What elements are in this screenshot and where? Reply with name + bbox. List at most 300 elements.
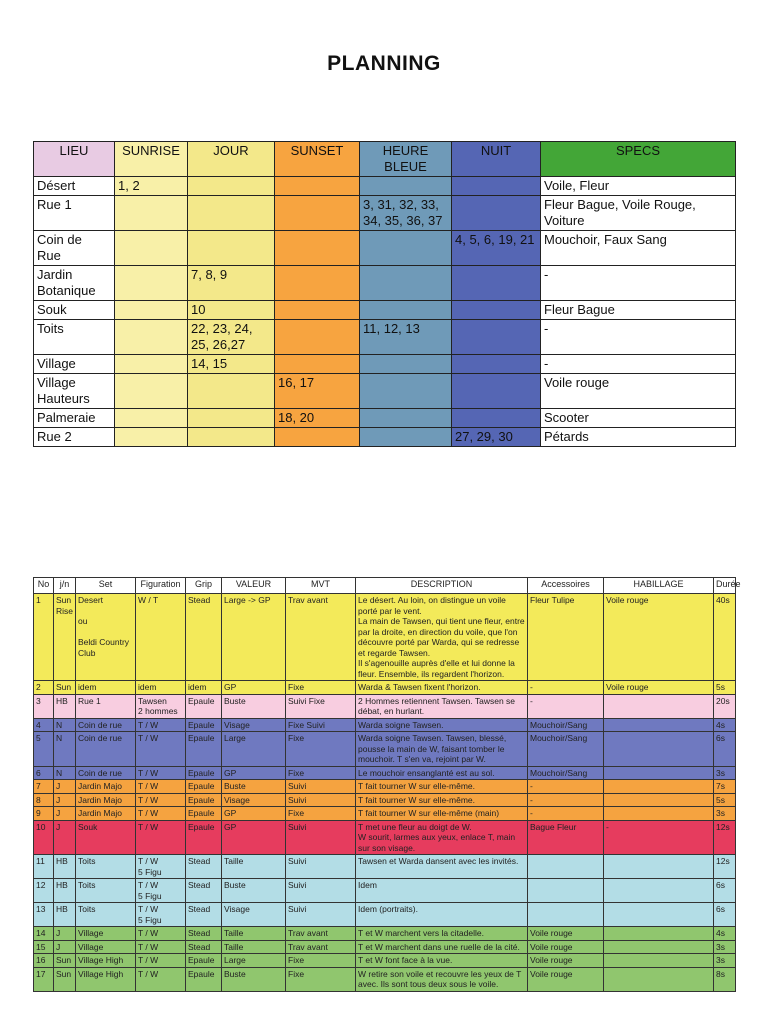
shot-cell-desc: Warda soigne Tawsen. xyxy=(356,718,528,732)
shot-cell-desc: T fait tourner W sur elle-même. xyxy=(356,780,528,794)
planning-cell-lieu: Toits xyxy=(34,320,115,355)
shot-cell-set: Coin de rue xyxy=(76,766,136,780)
shot-cell-duree: 8s xyxy=(714,967,736,991)
planning-row xyxy=(34,231,736,266)
shot-cell-mvt: Fixe xyxy=(286,766,356,780)
shot-cell-jn: J xyxy=(54,807,76,821)
planning-cell-lieu: Village xyxy=(34,355,115,374)
shot-cell-mvt: Fixe xyxy=(286,681,356,695)
planning-cell-lieu: Jardin Botanique xyxy=(34,266,115,301)
shot-cell-acc: Bague Fleur xyxy=(528,820,604,855)
planning-cell-sunset xyxy=(275,231,360,266)
shot-cell-grip: Epaule xyxy=(186,694,222,718)
shot-cell-set: Rue 1 xyxy=(76,694,136,718)
shot-cell-fig: T / W xyxy=(136,780,186,794)
shot-cell-fig: T / W 5 Figu xyxy=(136,903,186,927)
shot-cell-valeur: Visage xyxy=(222,793,286,807)
shot-cell-mvt: Suivi Fixe xyxy=(286,694,356,718)
planning-cell-specs: Voile, Fleur xyxy=(541,177,736,196)
shot-cell-grip: Epaule xyxy=(186,766,222,780)
shot-cell-set: Coin de rue xyxy=(76,718,136,732)
shot-cell-no: 9 xyxy=(34,807,54,821)
header-sunset: SUNSET xyxy=(275,142,360,177)
shot-cell-mvt: Fixe Suivi xyxy=(286,718,356,732)
shot-cell-set: Jardin Majo xyxy=(76,780,136,794)
shot-cell-desc: Le mouchoir ensanglanté est au sol. xyxy=(356,766,528,780)
planning-cell-heure xyxy=(360,301,452,320)
shot-cell-jn: HB xyxy=(54,879,76,903)
planning-cell-sunrise: 1, 2 xyxy=(115,177,188,196)
shot-cell-desc: Idem xyxy=(356,879,528,903)
planning-cell-specs: Pétards xyxy=(541,428,736,447)
shot-cell-set: Village High xyxy=(76,954,136,968)
planning-row xyxy=(34,355,736,374)
shot-cell-jn: J xyxy=(54,793,76,807)
shot-cell-acc: - xyxy=(528,793,604,807)
shot-cell-desc: T et W marchent vers la citadelle. xyxy=(356,927,528,941)
shot-cell-desc: T fait tourner W sur elle-même. xyxy=(356,793,528,807)
shot-row xyxy=(34,732,736,767)
shot-cell-acc: Mouchoir/Sang xyxy=(528,732,604,767)
planning-cell-sunrise xyxy=(115,428,188,447)
shot-cell-no: 10 xyxy=(34,820,54,855)
shot-cell-duree: 40s xyxy=(714,594,736,681)
shot-cell-hab xyxy=(604,927,714,941)
shot-cell-hab xyxy=(604,855,714,879)
shot-row xyxy=(34,793,736,807)
shot-cell-hab xyxy=(604,879,714,903)
shot-cell-mvt: Trav avant xyxy=(286,927,356,941)
shot-row xyxy=(34,879,736,903)
shot-cell-hab xyxy=(604,903,714,927)
shot-cell-desc: Le désert. Au loin, on distingue un voile porté par le vent. La main de Tawsen, qui tient une fleur, entre par la droite, en direction du voile, que l'on découvre porté par Warda, qui se redresse et regarde Tawsen. Il s'agenouille auprès d'elle et lui donne la fleur. Ensemble, ils regardent l'horizon. xyxy=(356,594,528,681)
shot-cell-jn: N xyxy=(54,766,76,780)
shot-cell-fig: T / W xyxy=(136,793,186,807)
shot-cell-mvt: Suivi xyxy=(286,780,356,794)
shot-cell-valeur: Large xyxy=(222,732,286,767)
shot-cell-valeur: Visage xyxy=(222,903,286,927)
planning-cell-lieu: Palmeraie xyxy=(34,409,115,428)
planning-cell-nuit xyxy=(452,374,541,409)
header-lieu: LIEU xyxy=(34,142,115,177)
shot-row xyxy=(34,954,736,968)
shot-cell-grip: Epaule xyxy=(186,807,222,821)
planning-cell-sunrise xyxy=(115,231,188,266)
shot-cell-acc xyxy=(528,879,604,903)
shot-cell-valeur: Taille xyxy=(222,940,286,954)
header-description: DESCRIPTION xyxy=(356,578,528,594)
planning-cell-nuit xyxy=(452,301,541,320)
shot-cell-fig: idem xyxy=(136,681,186,695)
shot-cell-duree: 12s xyxy=(714,820,736,855)
shot-cell-fig: T / W xyxy=(136,820,186,855)
shot-cell-acc: Voile rouge xyxy=(528,967,604,991)
header-sunrise: SUNRISE xyxy=(115,142,188,177)
shot-cell-set: Jardin Majo xyxy=(76,793,136,807)
shot-cell-no: 2 xyxy=(34,681,54,695)
planning-cell-heure xyxy=(360,409,452,428)
shot-cell-valeur: Visage xyxy=(222,718,286,732)
planning-cell-jour xyxy=(188,177,275,196)
shot-cell-grip: Stead xyxy=(186,940,222,954)
shot-cell-desc: T et W marchent dans une ruelle de la cité. xyxy=(356,940,528,954)
planning-cell-nuit xyxy=(452,409,541,428)
planning-cell-heure xyxy=(360,266,452,301)
shot-cell-duree: 6s xyxy=(714,732,736,767)
shot-cell-acc: - xyxy=(528,681,604,695)
planning-cell-heure xyxy=(360,231,452,266)
shot-cell-valeur: Buste xyxy=(222,694,286,718)
planning-header-row xyxy=(34,142,736,177)
shot-cell-acc: - xyxy=(528,807,604,821)
shot-cell-duree: 5s xyxy=(714,793,736,807)
planning-cell-sunset xyxy=(275,355,360,374)
shot-cell-acc: Voile rouge xyxy=(528,940,604,954)
shot-cell-valeur: GP xyxy=(222,820,286,855)
shot-row xyxy=(34,681,736,695)
shot-cell-hab: - xyxy=(604,820,714,855)
planning-cell-sunrise xyxy=(115,196,188,231)
shot-cell-grip: Epaule xyxy=(186,954,222,968)
shot-cell-valeur: GP xyxy=(222,807,286,821)
shot-cell-hab xyxy=(604,940,714,954)
shot-cell-duree: 3s xyxy=(714,940,736,954)
shot-cell-no: 14 xyxy=(34,927,54,941)
header-specs: SPECS xyxy=(541,142,736,177)
shot-cell-set: Village High xyxy=(76,967,136,991)
planning-cell-jour: 14, 15 xyxy=(188,355,275,374)
shot-cell-acc: Fleur Tulipe xyxy=(528,594,604,681)
planning-cell-specs: Mouchoir, Faux Sang xyxy=(541,231,736,266)
header-jn: j/n xyxy=(54,578,76,594)
shot-cell-no: 15 xyxy=(34,940,54,954)
planning-cell-specs: - xyxy=(541,355,736,374)
shot-cell-desc: T fait tourner W sur elle-même (main) xyxy=(356,807,528,821)
shot-cell-grip: Stead xyxy=(186,594,222,681)
shot-cell-valeur: Large xyxy=(222,954,286,968)
shot-cell-set: Toits xyxy=(76,855,136,879)
shot-cell-duree: 4s xyxy=(714,718,736,732)
shot-row xyxy=(34,694,736,718)
shot-cell-set: Toits xyxy=(76,903,136,927)
shot-cell-desc: Warda soigne Tawsen. Tawsen, blessé, pousse la main de W, faisant tomber le mouchoir. T s'en va, rejoint par W. xyxy=(356,732,528,767)
shot-cell-jn: J xyxy=(54,780,76,794)
shot-row xyxy=(34,807,736,821)
shot-cell-fig: W / T xyxy=(136,594,186,681)
shot-cell-valeur: Large -> GP xyxy=(222,594,286,681)
planning-cell-nuit xyxy=(452,196,541,231)
shot-cell-mvt: Fixe xyxy=(286,954,356,968)
shot-cell-mvt: Trav avant xyxy=(286,594,356,681)
shot-cell-desc: T met une fleur au doigt de W. W sourit, larmes aux yeux, enlace T, main sur son visage. xyxy=(356,820,528,855)
header-heure-bleue: HEURE BLEUE xyxy=(360,142,452,177)
shot-cell-jn: Sun xyxy=(54,954,76,968)
shot-cell-acc: Mouchoir/Sang xyxy=(528,766,604,780)
shot-cell-valeur: Taille xyxy=(222,927,286,941)
shot-cell-grip: Epaule xyxy=(186,967,222,991)
shot-cell-duree: 6s xyxy=(714,879,736,903)
shot-cell-desc: Warda & Tawsen fixent l'horizon. xyxy=(356,681,528,695)
shot-cell-valeur: Buste xyxy=(222,967,286,991)
shot-row xyxy=(34,780,736,794)
shot-cell-hab xyxy=(604,954,714,968)
shot-cell-desc: T et W font face à la vue. xyxy=(356,954,528,968)
shot-cell-mvt: Suivi xyxy=(286,879,356,903)
shot-cell-grip: Stead xyxy=(186,903,222,927)
shot-cell-mvt: Suivi xyxy=(286,903,356,927)
planning-cell-sunset xyxy=(275,301,360,320)
shot-cell-no: 7 xyxy=(34,780,54,794)
planning-cell-specs: Voile rouge xyxy=(541,374,736,409)
shot-cell-hab xyxy=(604,807,714,821)
shot-cell-desc: Tawsen et Warda dansent avec les invités. xyxy=(356,855,528,879)
planning-row xyxy=(34,266,736,301)
shot-cell-fig: T / W xyxy=(136,967,186,991)
shot-cell-mvt: Fixe xyxy=(286,732,356,767)
shot-cell-desc: Idem (portraits). xyxy=(356,903,528,927)
shot-cell-acc xyxy=(528,903,604,927)
shot-cell-mvt: Suivi xyxy=(286,855,356,879)
shot-cell-no: 12 xyxy=(34,879,54,903)
shot-cell-grip: Stead xyxy=(186,927,222,941)
shot-cell-grip: Stead xyxy=(186,879,222,903)
shot-cell-duree: 12s xyxy=(714,855,736,879)
page-title: PLANNING xyxy=(327,52,441,75)
shot-cell-set: Souk xyxy=(76,820,136,855)
shot-cell-acc: Mouchoir/Sang xyxy=(528,718,604,732)
planning-cell-sunset xyxy=(275,196,360,231)
planning-cell-specs: Fleur Bague xyxy=(541,301,736,320)
header-no: No xyxy=(34,578,54,594)
planning-cell-sunset xyxy=(275,320,360,355)
shot-cell-duree: 4s xyxy=(714,927,736,941)
shot-cell-no: 6 xyxy=(34,766,54,780)
shot-cell-duree: 5s xyxy=(714,681,736,695)
shot-cell-fig: Tawsen 2 hommes xyxy=(136,694,186,718)
header-grip: Grip xyxy=(186,578,222,594)
shot-cell-hab xyxy=(604,793,714,807)
shot-cell-no: 17 xyxy=(34,967,54,991)
planning-cell-jour xyxy=(188,231,275,266)
shot-cell-hab xyxy=(604,967,714,991)
shot-cell-set: idem xyxy=(76,681,136,695)
planning-cell-nuit: 4, 5, 6, 19, 21 xyxy=(452,231,541,266)
shot-cell-hab: Voile rouge xyxy=(604,681,714,695)
planning-row xyxy=(34,428,736,447)
shot-cell-jn: J xyxy=(54,820,76,855)
shot-cell-mvt: Fixe xyxy=(286,967,356,991)
shot-cell-fig: T / W xyxy=(136,927,186,941)
planning-cell-sunset xyxy=(275,266,360,301)
shot-row xyxy=(34,967,736,991)
shot-cell-fig: T / W xyxy=(136,954,186,968)
shot-cell-mvt: Suivi xyxy=(286,793,356,807)
shot-cell-jn: Sun xyxy=(54,967,76,991)
planning-cell-jour: 7, 8, 9 xyxy=(188,266,275,301)
planning-cell-lieu: Rue 1 xyxy=(34,196,115,231)
shot-cell-hab xyxy=(604,694,714,718)
shot-cell-valeur: Buste xyxy=(222,780,286,794)
planning-row xyxy=(34,409,736,428)
planning-cell-heure xyxy=(360,428,452,447)
shot-cell-grip: Stead xyxy=(186,855,222,879)
header-accessoires: Accessoires xyxy=(528,578,604,594)
planning-cell-sunrise xyxy=(115,409,188,428)
shot-cell-hab: Voile rouge xyxy=(604,594,714,681)
planning-cell-jour xyxy=(188,428,275,447)
shot-cell-fig: T / W xyxy=(136,718,186,732)
planning-row xyxy=(34,196,736,231)
planning-cell-specs: Fleur Bague, Voile Rouge, Voiture xyxy=(541,196,736,231)
shot-cell-set: Coin de rue xyxy=(76,732,136,767)
shot-cell-fig: T / W xyxy=(136,732,186,767)
planning-row xyxy=(34,320,736,355)
shot-cell-desc: 2 Hommes retiennent Tawsen. Tawsen se débat, en hurlant. xyxy=(356,694,528,718)
planning-cell-nuit xyxy=(452,177,541,196)
shot-cell-fig: T / W 5 Figu xyxy=(136,855,186,879)
planning-cell-jour: 10 xyxy=(188,301,275,320)
planning-cell-lieu: Rue 2 xyxy=(34,428,115,447)
shot-cell-grip: Epaule xyxy=(186,732,222,767)
shot-cell-hab xyxy=(604,732,714,767)
shot-cell-jn: J xyxy=(54,927,76,941)
planning-cell-sunrise xyxy=(115,320,188,355)
shot-cell-jn: J xyxy=(54,940,76,954)
shot-cell-duree: 20s xyxy=(714,694,736,718)
shot-row xyxy=(34,940,736,954)
shot-cell-no: 1 xyxy=(34,594,54,681)
shot-cell-no: 13 xyxy=(34,903,54,927)
header-mvt: MVT xyxy=(286,578,356,594)
shot-cell-no: 11 xyxy=(34,855,54,879)
shot-cell-duree: 7s xyxy=(714,780,736,794)
shot-cell-acc: Voile rouge xyxy=(528,954,604,968)
planning-cell-nuit xyxy=(452,266,541,301)
planning-cell-heure xyxy=(360,355,452,374)
shot-cell-mvt: Suivi xyxy=(286,820,356,855)
shot-cell-acc: Voile rouge xyxy=(528,927,604,941)
planning-cell-heure: 11, 12, 13 xyxy=(360,320,452,355)
shot-cell-jn: Sun xyxy=(54,681,76,695)
shot-row xyxy=(34,927,736,941)
planning-cell-sunset: 16, 17 xyxy=(275,374,360,409)
shot-cell-set: Village xyxy=(76,940,136,954)
shot-cell-set: Jardin Majo xyxy=(76,807,136,821)
header-figuration: Figuration xyxy=(136,578,186,594)
shot-cell-duree: 3s xyxy=(714,766,736,780)
shot-row xyxy=(34,855,736,879)
shot-cell-duree: 3s xyxy=(714,954,736,968)
shot-cell-no: 4 xyxy=(34,718,54,732)
shot-cell-hab xyxy=(604,780,714,794)
planning-cell-jour xyxy=(188,196,275,231)
shot-cell-acc: - xyxy=(528,780,604,794)
shots-header-row xyxy=(34,578,736,594)
planning-cell-nuit xyxy=(452,320,541,355)
planning-cell-lieu: Désert xyxy=(34,177,115,196)
planning-cell-specs: - xyxy=(541,266,736,301)
shot-cell-set: Toits xyxy=(76,879,136,903)
shot-cell-jn: HB xyxy=(54,694,76,718)
shot-cell-acc xyxy=(528,855,604,879)
shot-row xyxy=(34,820,736,855)
shot-cell-fig: T / W xyxy=(136,940,186,954)
shot-cell-mvt: Fixe xyxy=(286,807,356,821)
shot-cell-acc: - xyxy=(528,694,604,718)
shot-cell-hab xyxy=(604,718,714,732)
shot-cell-fig: T / W xyxy=(136,807,186,821)
planning-cell-sunrise xyxy=(115,301,188,320)
shot-cell-grip: Epaule xyxy=(186,793,222,807)
shot-cell-no: 16 xyxy=(34,954,54,968)
planning-cell-lieu: Village Hauteurs xyxy=(34,374,115,409)
planning-table xyxy=(33,141,736,447)
header-set: Set xyxy=(76,578,136,594)
planning-cell-heure: 3, 31, 32, 33, 34, 35, 36, 37 xyxy=(360,196,452,231)
planning-cell-nuit xyxy=(452,355,541,374)
shot-row xyxy=(34,594,736,681)
planning-cell-specs: Scooter xyxy=(541,409,736,428)
planning-cell-heure xyxy=(360,374,452,409)
planning-cell-jour xyxy=(188,409,275,428)
header-nuit: NUIT xyxy=(452,142,541,177)
shot-row xyxy=(34,903,736,927)
shot-cell-fig: T / W xyxy=(136,766,186,780)
shot-cell-grip: Epaule xyxy=(186,780,222,794)
shot-cell-jn: N xyxy=(54,732,76,767)
shot-cell-set: Village xyxy=(76,927,136,941)
shot-cell-valeur: Buste xyxy=(222,879,286,903)
planning-cell-sunrise xyxy=(115,266,188,301)
header-jour: JOUR xyxy=(188,142,275,177)
planning-cell-jour: 22, 23, 24, 25, 26,27 xyxy=(188,320,275,355)
shot-cell-set: Desert ou Beldi Country Club xyxy=(76,594,136,681)
planning-cell-sunset xyxy=(275,177,360,196)
planning-cell-sunset: 18, 20 xyxy=(275,409,360,428)
planning-cell-heure xyxy=(360,177,452,196)
planning-cell-sunset xyxy=(275,428,360,447)
planning-cell-nuit: 27, 29, 30 xyxy=(452,428,541,447)
shot-cell-duree: 6s xyxy=(714,903,736,927)
shot-cell-jn: HB xyxy=(54,855,76,879)
shot-row xyxy=(34,718,736,732)
header-valeur: VALEUR xyxy=(222,578,286,594)
shot-cell-grip: Epaule xyxy=(186,718,222,732)
planning-row xyxy=(34,177,736,196)
shot-cell-jn: Sun Rise xyxy=(54,594,76,681)
shot-cell-valeur: GP xyxy=(222,766,286,780)
shot-cell-jn: HB xyxy=(54,903,76,927)
planning-row xyxy=(34,301,736,320)
shot-cell-valeur: Taille xyxy=(222,855,286,879)
shot-cell-fig: T / W 5 Figu xyxy=(136,879,186,903)
planning-cell-sunrise xyxy=(115,374,188,409)
shot-list-table xyxy=(33,577,741,992)
planning-cell-lieu: Coin de Rue xyxy=(34,231,115,266)
planning-row xyxy=(34,374,736,409)
planning-cell-specs: - xyxy=(541,320,736,355)
shot-cell-mvt: Trav avant xyxy=(286,940,356,954)
shot-row xyxy=(34,766,736,780)
shot-cell-no: 3 xyxy=(34,694,54,718)
shot-cell-hab xyxy=(604,766,714,780)
planning-cell-sunrise xyxy=(115,355,188,374)
shot-cell-grip: idem xyxy=(186,681,222,695)
shot-cell-no: 5 xyxy=(34,732,54,767)
shot-cell-no: 8 xyxy=(34,793,54,807)
shot-cell-valeur: GP xyxy=(222,681,286,695)
planning-cell-jour xyxy=(188,374,275,409)
